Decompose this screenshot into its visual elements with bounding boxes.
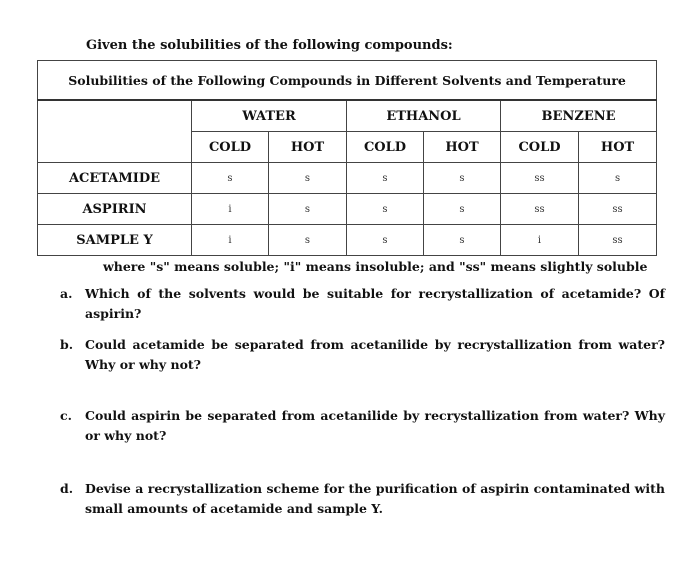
table-row <box>38 163 657 194</box>
row-label: ASPIRIN <box>38 194 192 225</box>
question-a <box>60 284 665 324</box>
question-b <box>60 335 665 375</box>
solubility-cell: s <box>424 225 501 256</box>
solubility-cell: i <box>192 225 269 256</box>
solubility-table <box>37 60 657 256</box>
solubility-cell: s <box>269 194 347 225</box>
blank-cell <box>38 132 192 163</box>
question-text: Could acetamide be separated from acetanilide by recrystallization from water? Why or why not? <box>85 337 665 372</box>
solubility-cell: s <box>424 163 501 194</box>
temp-header: HOT <box>269 132 347 163</box>
solvent-header-water: WATER <box>192 100 347 132</box>
solubility-cell: s <box>269 225 347 256</box>
question-c <box>60 406 665 446</box>
solubility-cell: ss <box>579 225 657 256</box>
solubility-cell: i <box>501 225 579 256</box>
solubility-cell: s <box>347 163 424 194</box>
question-text: Which of the solvents would be suitable for recrystallization of acetamide? Of aspirin? <box>85 286 665 321</box>
question-d <box>60 479 665 519</box>
table-title: Solubilities of the Following Compounds in Different Solvents and Temperature <box>38 61 657 101</box>
solubility-cell: s <box>579 163 657 194</box>
solubility-cell: ss <box>579 194 657 225</box>
solubility-cell: s <box>347 225 424 256</box>
legend-note: where "s" means soluble; "i" means insoluble; and "ss" means slightly soluble <box>103 259 648 274</box>
temp-header: COLD <box>192 132 269 163</box>
solubility-cell: ss <box>501 194 579 225</box>
solvent-header-benzene: BENZENE <box>501 100 657 132</box>
question-text: Could aspirin be separated from acetanilide by recrystallization from water? Why or why not? <box>85 408 665 443</box>
solubility-cell: ss <box>501 163 579 194</box>
question-label: c. <box>60 408 72 423</box>
temp-header: HOT <box>579 132 657 163</box>
blank-cell <box>38 100 192 132</box>
row-label: SAMPLE Y <box>38 225 192 256</box>
temp-header: COLD <box>501 132 579 163</box>
question-label: b. <box>60 337 74 352</box>
heading: Given the solubilities of the following compounds: <box>86 38 453 53</box>
question-label: d. <box>60 481 74 496</box>
solubility-cell: s <box>424 194 501 225</box>
solubility-cell: i <box>192 194 269 225</box>
solubility-cell: s <box>347 194 424 225</box>
question-label: a. <box>60 286 73 301</box>
table-row <box>38 194 657 225</box>
temp-header: COLD <box>347 132 424 163</box>
table-row <box>38 225 657 256</box>
row-label: ACETAMIDE <box>38 163 192 194</box>
question-text: Devise a recrystallization scheme for the purification of aspirin contaminated with small amounts of acetamide and sample Y. <box>85 481 665 516</box>
solubility-cell: s <box>192 163 269 194</box>
temp-header: HOT <box>424 132 501 163</box>
solubility-cell: s <box>269 163 347 194</box>
solvent-header-ethanol: ETHANOL <box>347 100 501 132</box>
